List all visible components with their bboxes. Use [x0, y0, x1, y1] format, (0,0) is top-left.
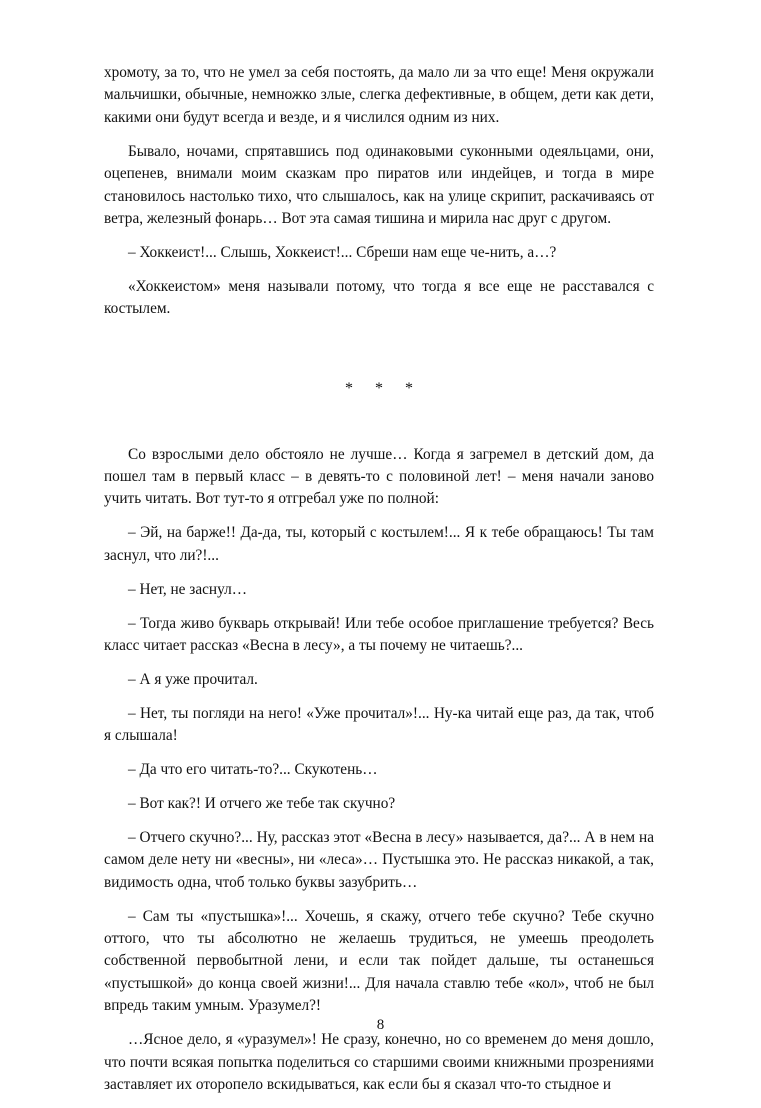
paragraph: «Хоккеистом» меня называли потому, что тогда я все еще не расставался с костылем.	[104, 277, 654, 318]
page-number: 8	[376, 1017, 385, 1033]
paragraph: – Сам ты «пустышка»!... Хочешь, я скажу, отчего тебе скучно? Тебе скучно оттого, что ты абсолютно не желаешь трудиться, не умеешь преодолеть собственной первобытной лени, и если так пойдет дальше, ты останешься «пустышкой» до конца своей жизни!... Для начала ставлю тебе «кол», чтоб не был впредь таким умным. Уразумел?!	[104, 907, 654, 1015]
page-body	[104, 62, 654, 1108]
paragraph: – А я уже прочитал.	[128, 670, 258, 688]
paragraph: – Хоккеист!... Слышь, Хоккеист!... Сбреши нам еще че-нить, а…?	[128, 243, 557, 261]
paragraph: – Нет, ты погляди на него! «Уже прочитал»!... Ну-ка читай еще раз, да так, чтоб я слышала!	[104, 704, 654, 745]
paragraph: – Эй, на барже!! Да-да, ты, который с костылем!... Я к тебе обращаюсь! Ты там заснул, что ли?!...	[104, 524, 654, 564]
paragraph: – Вот как?! И отчего же тебе так скучно?	[128, 794, 396, 812]
paragraph: Бывало, ночами, спрятавшись под одинаковыми суконными одеяльцами, они, оцепенев, внимали моим сказкам про пиратов или индейцев, и тогда в мире становилось настолько тихо, что слышалось, как на улице скрипит, раскачиваясь от ветра, железный фонарь… Вот эта самая тишина и мирила нас друг с другом.	[104, 142, 654, 227]
paragraph: хромоту, за то, что не умел за себя постоять, да мало ли за что еще! Меня окружали мальчишки, обычные, немножко злые, слегка дефективные, в общем, дети как дети, какими они будут всегда и везде, и я числился одним из них.	[104, 64, 654, 126]
paragraph: – Да что его читать-то?... Скукотень…	[128, 761, 378, 779]
paragraph: – Нет, не заснул…	[128, 580, 248, 598]
paragraph: Со взрослыми дело обстояло не лучше… Когда я загремел в детский дом, да пошел там в первый класс – в девять-то с половиной лет! – меня начали заново учить читать. Вот тут-то я отгребал уже по полной:	[104, 445, 654, 508]
paragraph: – Тогда живо букварь открывай! Или тебе особое приглашение требуется? Весь класс читает рассказ «Весна в лесу», а ты почему не читаешь?...	[104, 614, 654, 654]
paragraph: …Ясное дело, я «уразумел»! Не сразу, конечно, но со временем до меня дошло, что почти всякая попытка поделиться со старшими своими книжными прозрениями заставляет их оторопело вскидываться, как если бы я сказал что-то стыдное и	[104, 1031, 654, 1093]
section-break: * * *	[345, 379, 422, 397]
paragraph: – Отчего скучно?... Ну, рассказ этот «Весна в лесу» называется, да?... А в нем на самом деле нету ни «весны», ни «леса»… Пустышка это. Не рассказ никакой, а так, видимость одна, чтоб только буквы зазубрить…	[104, 828, 654, 891]
